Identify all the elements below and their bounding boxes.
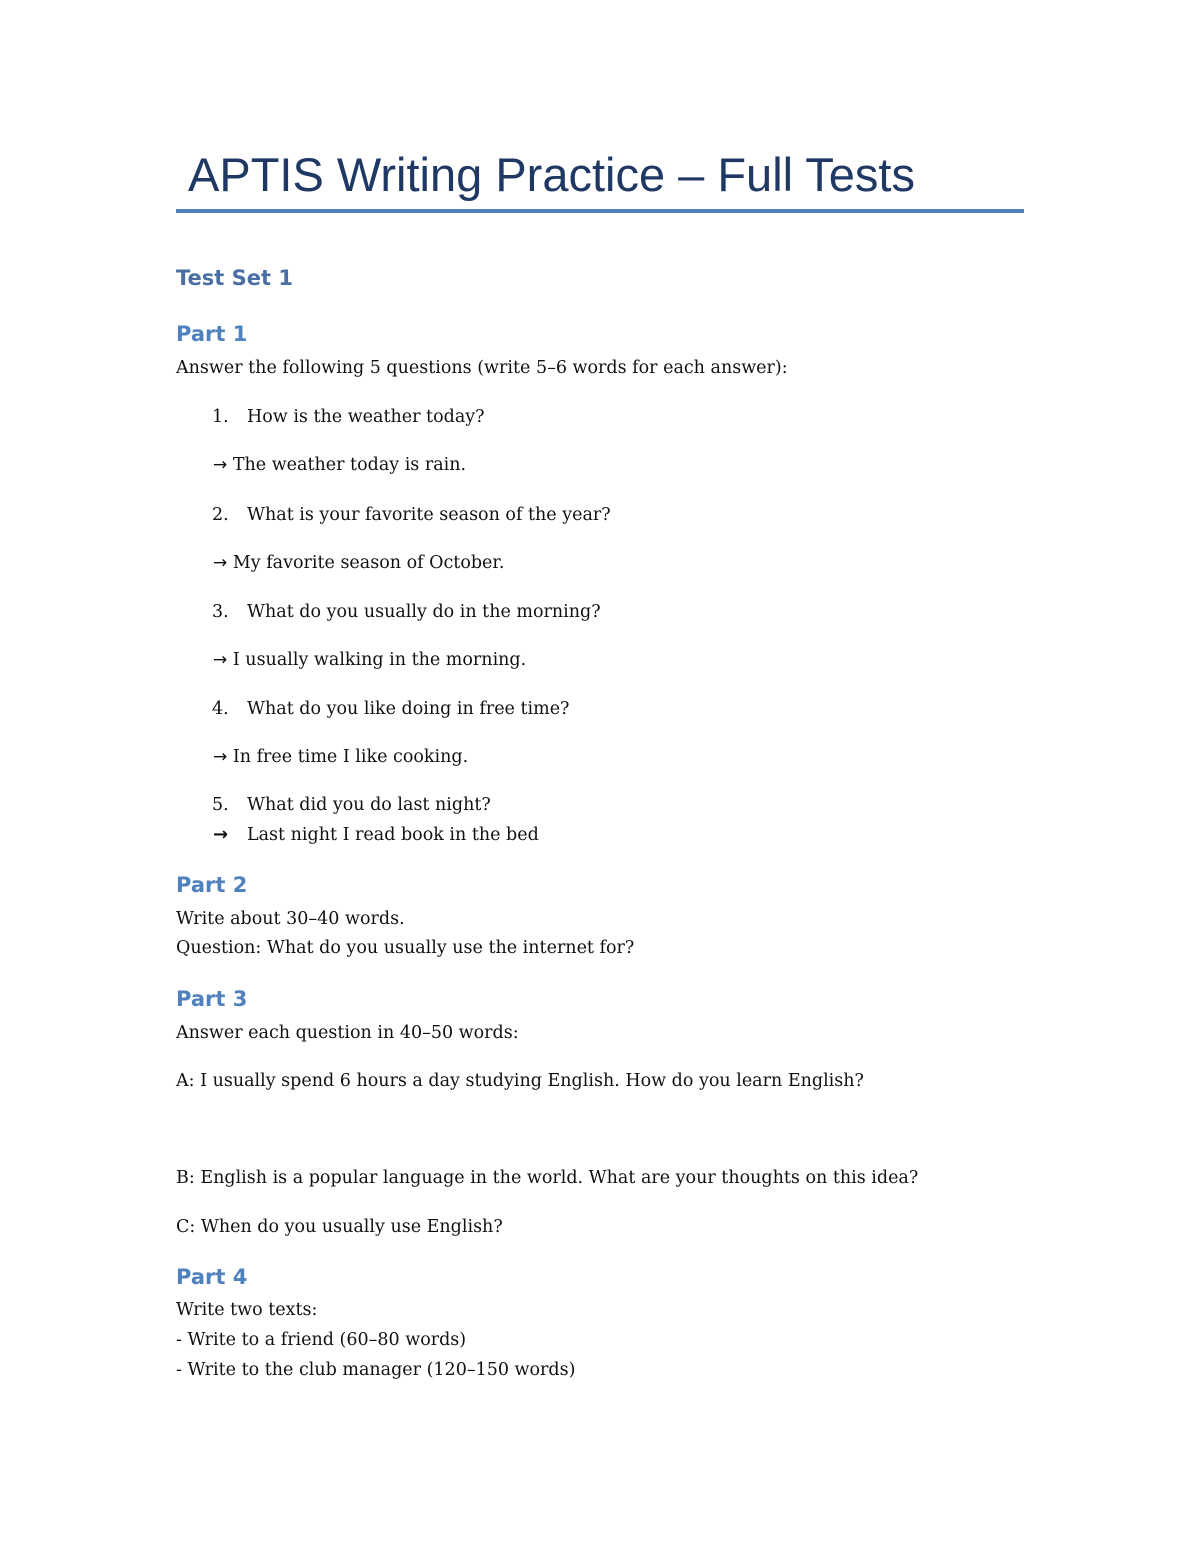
arrow-icon: →	[213, 747, 228, 767]
arrow-icon: →	[213, 553, 228, 573]
part4-heading: Part 4	[176, 1265, 248, 1289]
question-number: 5.	[212, 795, 229, 815]
part2-heading: Part 2	[176, 873, 248, 897]
part4-instruction: Write two texts:	[176, 1300, 318, 1320]
part3-instruction: Answer each question in 40–50 words:	[176, 1023, 519, 1043]
answer-line	[213, 452, 466, 478]
arrow-icon: →	[213, 455, 228, 475]
question-number: 1.	[212, 407, 229, 427]
answer-text: My favorite season of October.	[232, 553, 505, 573]
part3-question-a: A: I usually spend 6 hours a day studying English. How do you learn English?	[176, 1071, 864, 1091]
part2-instruction: Write about 30–40 words.	[176, 909, 405, 929]
document-title: APTIS Writing Practice – Full Tests	[188, 148, 915, 201]
question-number: 4.	[212, 699, 229, 719]
part1-heading: Part 1	[176, 322, 248, 346]
answer-text: I usually walking in the morning.	[232, 650, 527, 670]
answer-text: The weather today is rain.	[232, 455, 467, 475]
question-text: What is your favorite season of the year?	[247, 505, 611, 525]
question-text: How is the weather today?	[247, 407, 485, 427]
arrow-icon: →	[213, 650, 228, 670]
part3-question-b: B: English is a popular language in the world. What are your thoughts on this idea?	[176, 1168, 919, 1188]
answer-line	[213, 550, 504, 576]
part2-question: Question: What do you usually use the internet for?	[176, 938, 635, 958]
part4-item: - Write to the club manager (120–150 words)	[176, 1360, 576, 1380]
answer-line	[213, 744, 468, 770]
title-underline	[176, 209, 1024, 213]
arrow-icon: →	[213, 824, 229, 845]
test-set-heading: Test Set 1	[176, 266, 293, 290]
question-text: What do you usually do in the morning?	[247, 602, 601, 622]
question-text: What do you like doing in free time?	[247, 699, 570, 719]
part4-item: - Write to a friend (60–80 words)	[176, 1330, 467, 1350]
part3-heading: Part 3	[176, 987, 248, 1011]
answer-line	[213, 647, 526, 673]
question-text: What did you do last night?	[247, 795, 491, 815]
answer-text: Last night I read book in the bed	[247, 825, 539, 845]
question-number: 2.	[212, 505, 229, 525]
answer-text: In free time I like cooking.	[232, 747, 469, 767]
part1-instruction: Answer the following 5 questions (write 5–6 words for each answer):	[176, 358, 788, 378]
part3-question-c: C: When do you usually use English?	[176, 1217, 503, 1237]
question-number: 3.	[212, 602, 229, 622]
